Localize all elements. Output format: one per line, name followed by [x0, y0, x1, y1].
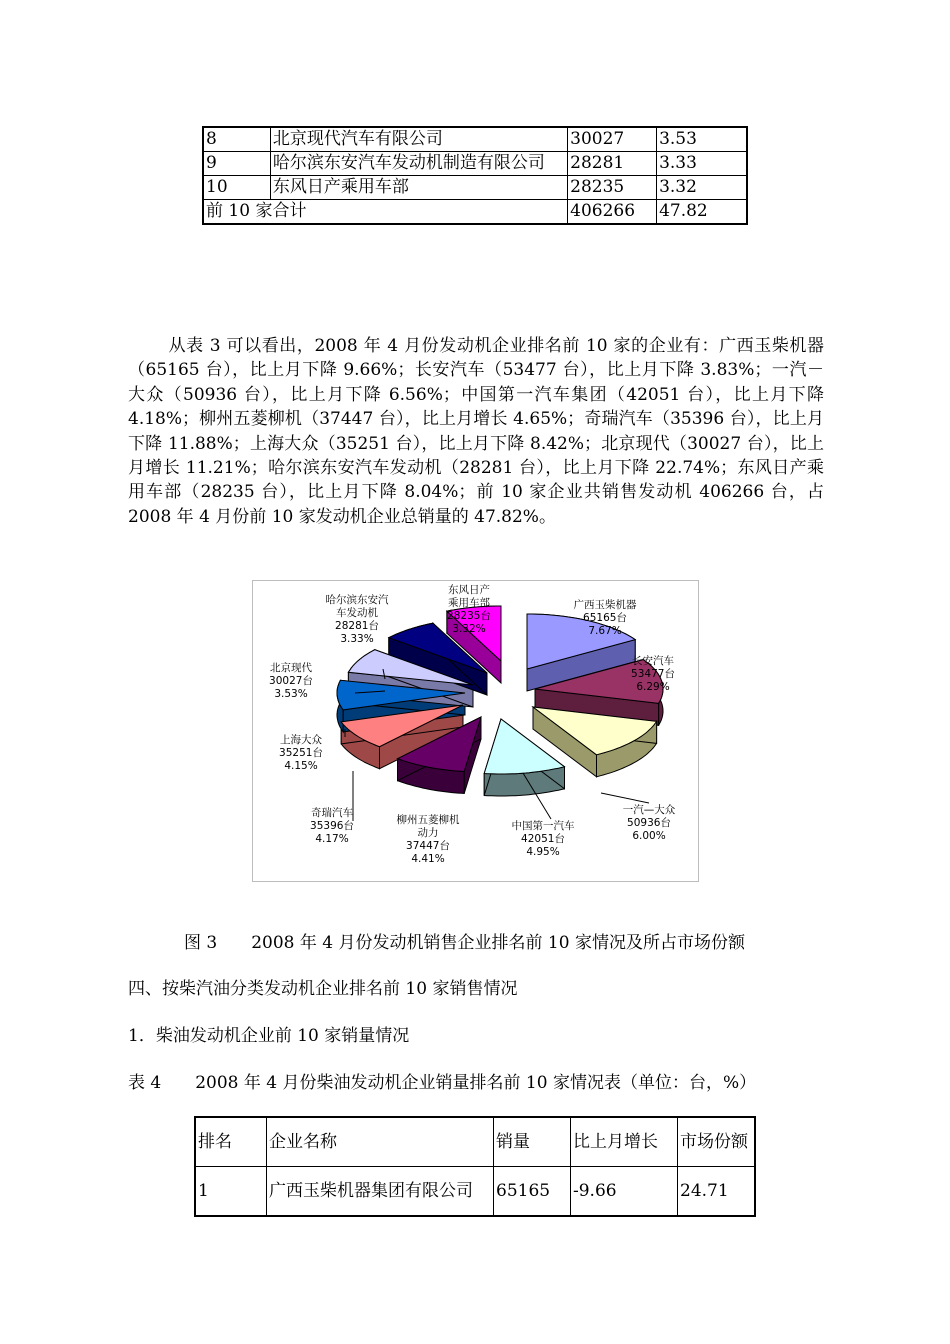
data-label-line: 3.53%	[274, 688, 308, 700]
table-cell: 10	[203, 176, 270, 200]
table-row	[203, 152, 747, 176]
table-row	[203, 127, 747, 152]
column-header: 企业名称	[267, 1117, 494, 1167]
subsection-heading: 1．柴油发动机企业前 10 家销量情况	[128, 1026, 410, 1046]
data-label-line: 6.29%	[636, 681, 670, 693]
total-sales: 406266	[568, 200, 657, 225]
data-label-line: 车发动机	[336, 607, 378, 619]
data-label	[310, 806, 354, 845]
data-label-line: 广西玉柴机器	[573, 599, 637, 611]
column-header: 比上月增长	[571, 1117, 678, 1167]
data-label-line: 4.15%	[284, 760, 318, 772]
column-header: 市场份额	[678, 1117, 756, 1167]
data-label	[397, 813, 460, 865]
paragraph-text: 从表 3 可以看出，2008 年 4 月份发动机企业排名前 10 家的企业有：广西玉柴机器（65165 台），比上月下降 9.66%；长安汽车（53477 台），比上月下降 3.83%；一汽－大众（50936 台），比上月下降 6.56%；中国第一汽车集团（42051 台），比上月下降 4.18%；柳州五菱柳机（37447 台），比上月增长 4.65%；奇瑞汽车（35396 台），比上月下降 11.88%；上海大众（35251 台），比上月下降 8.42%；北京现代（30027 台），比上月增长 11.21%；哈尔滨东安汽车发动机（28281 台），比上月下降 22.74%；东风日产乘用车部（28235 台），比上月下降 8.04%；前 10 家企业共销售发动机 406266 台，占 2008 年 4 月份前 10 家发动机企业总销量的 47.82%。	[128, 336, 824, 527]
table-cell: 8	[203, 127, 270, 152]
data-label	[279, 733, 323, 772]
data-label-line: 4.95%	[526, 846, 560, 858]
data-label-line: 哈尔滨东安汽	[325, 594, 389, 606]
table-total-row	[203, 200, 747, 225]
data-label-line: 柳州五菱柳机	[396, 814, 460, 826]
total-label: 前 10 家合计	[203, 200, 568, 225]
data-label-line: 28281台	[335, 620, 379, 632]
data-label-line: 奇瑞汽车	[311, 807, 353, 819]
table4	[194, 1116, 756, 1217]
data-label	[631, 654, 675, 693]
data-label	[326, 593, 389, 645]
data-label-line: 42051台	[521, 833, 565, 845]
table-cell: 东风日产乘用车部	[270, 176, 567, 200]
data-label-line: 中国第一汽车	[511, 820, 575, 832]
body-paragraph	[128, 334, 824, 529]
table-cell: 哈尔滨东安汽车发动机制造有限公司	[270, 152, 567, 176]
total-share: 47.82	[657, 200, 747, 225]
data-label-line: 4.41%	[411, 853, 445, 865]
data-label-line: 6.00%	[632, 830, 666, 842]
table3	[202, 126, 748, 225]
table-cell: 9	[203, 152, 270, 176]
column-header: 销量	[494, 1117, 571, 1167]
table-cell: 24.71	[678, 1167, 756, 1217]
section-heading: 四、按柴汽油分类发动机企业排名前 10 家销售情况	[128, 979, 518, 999]
table-cell: 30027	[568, 127, 657, 152]
table-cell: 3.33	[657, 152, 747, 176]
data-label-line: 53477台	[631, 668, 675, 680]
data-label-line: 东风日产	[448, 584, 490, 596]
data-label	[269, 661, 313, 700]
data-label	[512, 819, 575, 858]
leader-line	[601, 793, 649, 803]
table-cell: 65165	[494, 1167, 571, 1217]
column-header: 排名	[195, 1117, 267, 1167]
table-cell: 广西玉柴机器集团有限公司	[267, 1167, 494, 1217]
data-label-line: 3.33%	[340, 633, 374, 645]
data-label-line: 50936台	[627, 817, 671, 829]
figure-caption: 图 3 2008 年 4 月份发动机销售企业排名前 10 家情况及所占市场份额	[184, 933, 745, 953]
table-header-row	[195, 1117, 755, 1167]
data-label-line: 65165台	[583, 612, 627, 624]
table-cell: 28235	[568, 176, 657, 200]
data-label-line: 一汽—大众	[622, 804, 676, 816]
table-cell: 3.53	[657, 127, 747, 152]
pie-chart-figure	[252, 580, 699, 882]
data-label-line: 3.32%	[452, 623, 486, 635]
table-cell: 北京现代汽车有限公司	[270, 127, 567, 152]
data-label-line: 乘用车部	[448, 597, 490, 609]
data-label-line: 动力	[417, 827, 439, 839]
data-label-line: 4.17%	[315, 833, 349, 845]
table4-caption: 表 4 2008 年 4 月份柴油发动机企业销量排名前 10 家情况表（单位：台，%）	[128, 1073, 757, 1093]
table-row	[203, 176, 747, 200]
data-label-line: 37447台	[406, 840, 450, 852]
data-label-line: 28235台	[447, 610, 491, 622]
data-label-line: 30027台	[269, 675, 313, 687]
data-label	[623, 803, 676, 842]
table-cell: 28281	[568, 152, 657, 176]
data-label-line: 上海大众	[280, 734, 322, 746]
data-label-line: 7.67%	[588, 625, 622, 637]
data-label-line: 长安汽车	[632, 655, 674, 667]
table-cell: 3.32	[657, 176, 747, 200]
data-label-line: 35396台	[310, 820, 354, 832]
data-label-line: 北京现代	[270, 662, 312, 674]
pie-chart	[253, 581, 698, 881]
table-cell: 1	[195, 1167, 267, 1217]
data-label-line: 35251台	[279, 747, 323, 759]
table-cell: -9.66	[571, 1167, 678, 1217]
table-row	[195, 1167, 755, 1217]
